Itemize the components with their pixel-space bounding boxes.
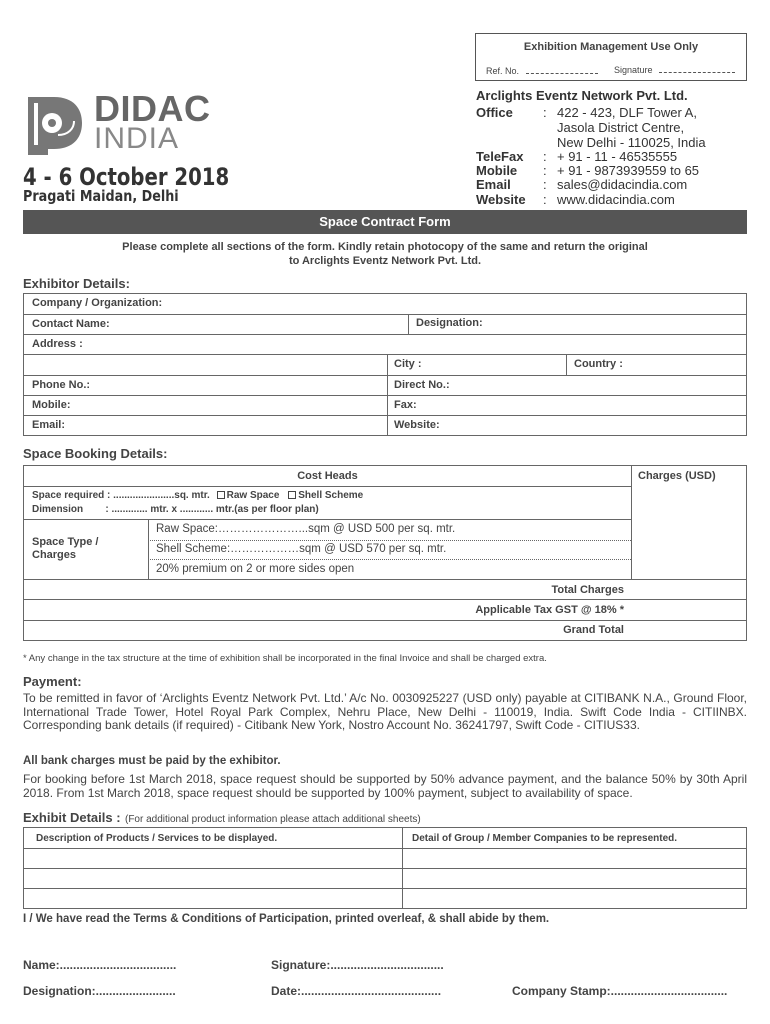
colon: : — [543, 149, 547, 164]
event-dates: 4 - 6 October 2018 — [23, 163, 230, 191]
payment-heading: Payment: — [23, 674, 82, 689]
direct-no-field[interactable]: Direct No.: — [394, 379, 450, 391]
logo-wordmark-didac: DIDAC — [94, 88, 211, 129]
instructions — [23, 240, 747, 268]
grand-total-label: Grand Total — [563, 624, 624, 636]
space-required-row[interactable] — [32, 490, 363, 501]
raw-space-option: Raw Space — [226, 490, 280, 501]
exhibit-details-note: (For additional product information please attach additional sheets) — [124, 814, 421, 825]
mobile-value: + 91 - 9873939559 to 65 — [557, 163, 700, 178]
instructions-line2: to Arclights Eventz Network Pvt. Ltd. — [288, 255, 482, 267]
shell-scheme-option: Shell Scheme — [298, 490, 364, 501]
raw-space-row[interactable]: Raw Space:…………………...sqm @ USD 500 per sq. mtr. — [156, 523, 456, 535]
designation-field[interactable]: Designation: — [416, 317, 483, 329]
office-label: Office — [476, 105, 513, 120]
company-stamp-field[interactable]: Company Stamp:................................... — [512, 984, 728, 998]
website-field[interactable]: Website: — [394, 419, 440, 431]
dimension-field[interactable]: Dimension : ............. mtr. x ............ mtr.(as per floor plan) — [32, 504, 319, 515]
phone-field[interactable]: Phone No.: — [32, 379, 91, 391]
exhibitor-details-heading: Exhibitor Details: — [23, 276, 130, 291]
ref-no-field[interactable] — [486, 66, 598, 76]
ref-no-label: Ref. No. — [486, 66, 520, 76]
colon: : — [543, 177, 547, 192]
city-field[interactable]: City : — [394, 358, 422, 370]
office-signature-field[interactable] — [614, 65, 735, 75]
fax-field[interactable]: Fax: — [394, 399, 417, 411]
tax-note: * Any change in the tax structure at the time of exhibition shall be incorporated in the final Invoice and shall be charged extra. — [23, 653, 547, 664]
didac-logo-icon — [24, 95, 86, 155]
terms-declaration: I / We have read the Terms & Conditions of Participation, printed overleaf, & shall abide by them. — [23, 913, 550, 925]
premium-row: 20% premium on 2 or more sides open — [156, 563, 355, 575]
tax-label: Applicable Tax GST @ 18% * — [475, 604, 624, 616]
logo-wordmark-india: INDIA — [94, 122, 180, 155]
mobile-field[interactable]: Mobile: — [32, 399, 71, 411]
office-use-title: Exhibition Management Use Only — [523, 41, 699, 53]
mobile-label: Mobile — [476, 163, 518, 178]
office-address-line1: 422 - 423, DLF Tower A, — [557, 105, 697, 120]
website-label: Website — [476, 192, 526, 207]
exhibit-details-header — [23, 809, 421, 827]
date-field[interactable]: Date:.......................................... — [271, 984, 442, 998]
designation-signoff-field[interactable]: Designation:........................ — [23, 984, 176, 998]
office-address-line2: Jasola District Centre, — [557, 120, 685, 135]
exhibit-details-heading: Exhibit Details : — [23, 810, 121, 825]
exhibit-details-table — [23, 827, 747, 909]
group-input-2[interactable] — [403, 869, 746, 888]
space-type-label: Space Type / Charges — [32, 536, 99, 561]
contact-name-field[interactable]: Contact Name: — [32, 318, 110, 330]
organizer-name: Arclights Eventz Network Pvt. Ltd. — [476, 88, 688, 103]
instructions-line1: Please complete all sections of the form. Kindly retain photocopy of the same and return the original — [122, 241, 648, 253]
name-field[interactable]: Name:................................... — [23, 958, 177, 972]
products-input-2[interactable] — [24, 869, 401, 888]
raw-space-checkbox[interactable] — [217, 491, 225, 499]
shell-scheme-checkbox[interactable] — [288, 491, 296, 499]
total-charges-label: Total Charges — [551, 584, 624, 596]
charges-header: Charges (USD) — [638, 470, 716, 482]
group-companies-column-header: Detail of Group / Member Companies to be represented. — [412, 833, 678, 844]
website-link[interactable]: www.didacindia.com — [557, 192, 675, 207]
group-input-3[interactable] — [403, 889, 746, 908]
space-required-label: Space required : ......................sq. mtr. — [32, 490, 210, 501]
bank-charges-note: All bank charges must be paid by the exhibitor. — [23, 755, 281, 767]
email-field[interactable]: Email: — [32, 419, 66, 431]
email-link[interactable]: sales@didacindia.com — [557, 177, 688, 192]
group-input-1[interactable] — [403, 849, 746, 868]
office-use-box — [475, 33, 747, 81]
products-input-1[interactable] — [24, 849, 401, 868]
country-field[interactable]: Country : — [574, 358, 623, 370]
telefax-label: TeleFax — [476, 149, 524, 164]
office-signature-label: Signature — [614, 65, 653, 75]
office-signature-line — [659, 67, 735, 73]
colon: : — [543, 163, 547, 178]
email-label: Email — [476, 177, 511, 192]
signature-field[interactable]: Signature:.................................. — [271, 958, 444, 972]
colon: : — [543, 192, 547, 207]
company-field[interactable]: Company / Organization: — [32, 297, 163, 309]
event-venue: Pragati Maidan, Delhi — [23, 187, 179, 205]
office-address-line3: New Delhi - 110025, India — [557, 135, 706, 150]
shell-scheme-row[interactable]: Shell Scheme:………………sqm @ USD 570 per sq. mtr. — [156, 543, 447, 555]
exhibitor-details-table — [23, 293, 747, 436]
payment-schedule: For booking before 1st March 2018, space request should be supported by 50% advance payment, and the balance 50% by 30th April 2018. From 1st March 2018, space request should be supported by 100% payment, subject to availability of space. — [23, 772, 747, 800]
ref-no-line — [526, 68, 598, 74]
space-booking-table — [23, 465, 747, 641]
cost-heads-header: Cost Heads — [297, 470, 358, 482]
telefax-value: + 91 - 11 - 46535555 — [557, 149, 678, 164]
form-title-banner: Space Contract Form — [23, 210, 747, 234]
colon: : — [543, 105, 547, 120]
products-column-header: Description of Products / Services to be displayed. — [36, 833, 278, 844]
space-booking-heading: Space Booking Details: — [23, 446, 168, 461]
products-input-3[interactable] — [24, 889, 401, 908]
payment-details: To be remitted in favor of ‘Arclights Eventz Network Pvt. Ltd.’ A/c No. 0030925227 (USD only) payable at CITIBANK N.A., Ground Floor, International Trade Tower, Hotel Royal Park Complex, Nehru Place, New Delhi - 110019, India. Swift Code India - CITIINBX. Corresponding bank details (if required) - Citibank New York, Nostro Account No. 36241797, Swift Code - CITIUS33. — [23, 691, 747, 732]
address-field[interactable]: Address : — [32, 338, 83, 350]
